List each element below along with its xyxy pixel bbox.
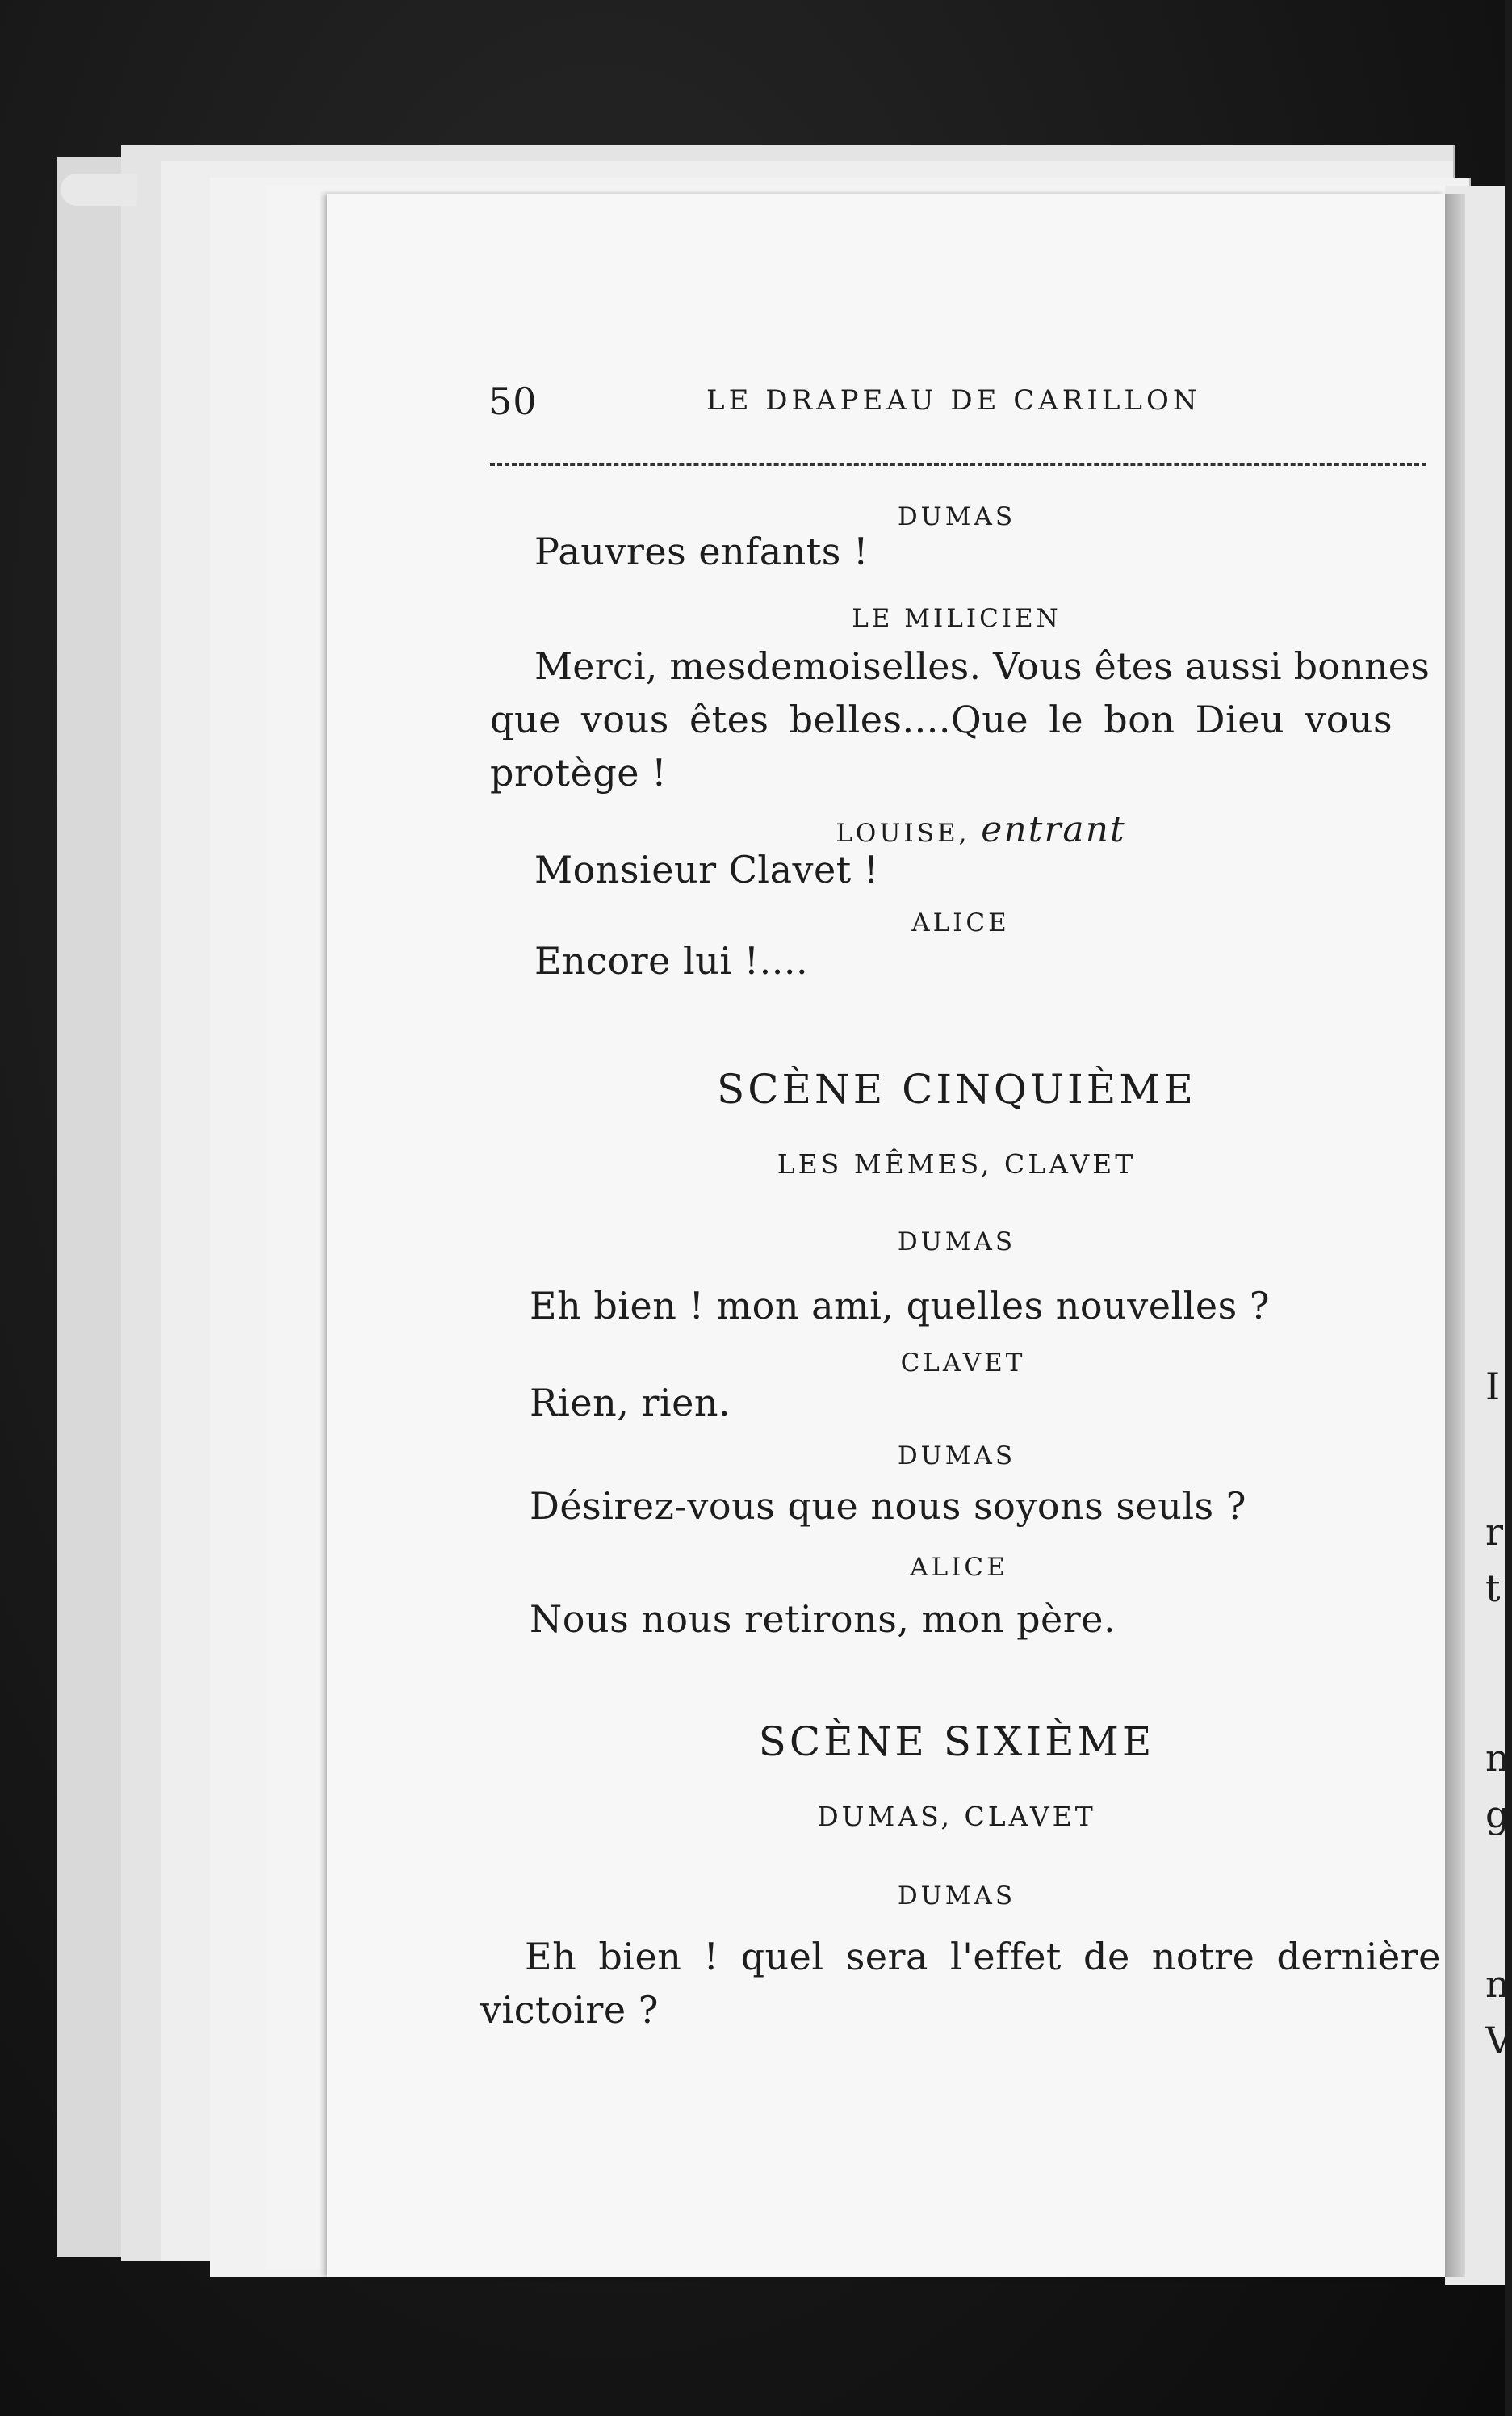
speaker-name: ALICE [911, 908, 1010, 937]
running-title: LE DRAPEAU DE CARILLON [706, 384, 1201, 417]
dialogue-line: Encore lui !.... [534, 939, 809, 983]
facing-page-fragment: I [1485, 1365, 1501, 1408]
dialogue-line: Désirez-vous que nous soyons seuls ? [530, 1484, 1246, 1528]
scene-cast: LES MÊMES, CLAVET [777, 1148, 1137, 1180]
speaker-name: LE MILICIEN [852, 604, 1062, 633]
dialogue-line: Rien, rien. [530, 1381, 731, 1424]
dialogue-line: Eh bien ! quel sera l'effet de notre dernière [525, 1935, 1441, 1978]
scene-heading: SCÈNE CINQUIÈME [717, 1066, 1196, 1113]
speaker-name: DUMAS [897, 1881, 1016, 1911]
facing-page-fragment: r [1485, 1510, 1503, 1554]
speaker-name: CLAVET [900, 1349, 1026, 1378]
speaker-name [739, 809, 1223, 850]
dialogue-line: que vous êtes belles....Que le bon Dieu vous [490, 698, 1393, 741]
page-number: 50 [488, 380, 538, 423]
page-tab [61, 174, 137, 206]
dialogue-line: Nous nous retirons, mon père. [530, 1597, 1116, 1641]
speaker-name: DUMAS [897, 1441, 1016, 1470]
header-rule [490, 463, 1426, 466]
speaker-name: DUMAS [897, 502, 1016, 531]
dialogue-line: Merci, mesdemoiselles. Vous êtes aussi bonnes [534, 644, 1430, 688]
scene-heading: SCÈNE SIXIÈME [758, 1718, 1155, 1765]
dialogue-line: Monsieur Clavet ! [534, 848, 879, 891]
facing-page-fragment: V [1485, 2019, 1512, 2062]
page-header [488, 380, 1437, 428]
speaker-name-text: LOUISE, [836, 819, 970, 848]
speaker-name: DUMAS [897, 1227, 1016, 1256]
facing-page-fragment: n [1485, 1962, 1510, 2006]
facing-page-fragment: t [1485, 1567, 1501, 1610]
facing-page-fragment: n [1485, 1736, 1510, 1780]
dialogue-line: protège ! [490, 751, 668, 795]
speaker-name: ALICE [910, 1553, 1008, 1582]
scene-cast: DUMAS, CLAVET [817, 1801, 1096, 1832]
dialogue-line: Pauvres enfants ! [534, 530, 869, 573]
stage-direction: entrant [981, 809, 1126, 850]
dialogue-line: Eh bien ! mon ami, quelles nouvelles ? [530, 1284, 1270, 1328]
facing-page-fragment: g [1485, 1793, 1510, 1836]
dialogue-line: victoire ? [480, 1988, 659, 2032]
